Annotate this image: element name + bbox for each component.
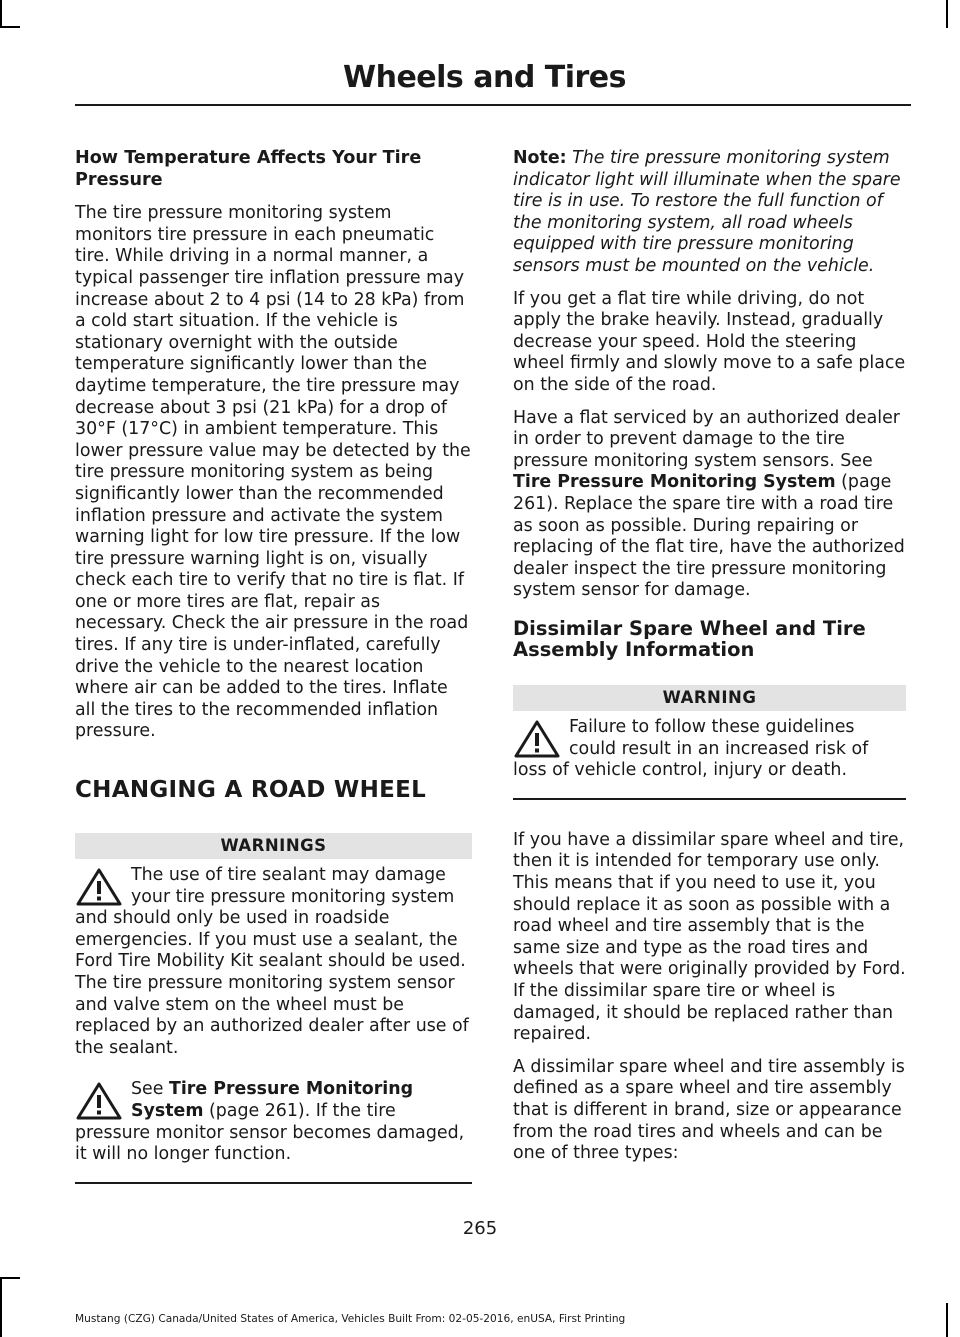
temperature-heading: How Temperature Affects Your Tire Pressure [75,148,422,190]
note-label: Note: [513,148,567,168]
left-column [75,148,472,1184]
footer-text: Mustang (CZG) Canada/United States of America, Vehicles Built From: 02-05-2016, enUSA, First Printing [75,1313,626,1325]
dissimilar-paragraph-1: If you have a dissimilar spare wheel and tire, then it is intended for temporary use only. This means that if you need to use it, you should replace it as soon as possible with a road wheel and tire assembly that is the same size and type as the road tires and wheels that were originally provided by Ford. If the dissimilar spare tire or wheel is damaged, it should be replaced rather than repaired. [513,829,906,1045]
crop-mark [0,26,20,28]
warning-text-sealant: The use of tire sealant may damage your tire pressure monitoring system and should only be used in roadside emergencies. If you must use a sealant, the Ford Tire Mobility Kit sealant should be used. The tire pressure monitoring system sensor and valve stem on the wheel must be replaced by an authorized dealer after use of the sealant. [75,865,469,1058]
dissimilar-spare-heading: Dissimilar Spare Wheel and Tire Assembly Information [513,616,866,662]
warning-item [513,717,906,784]
warning-text-guidelines: Failure to follow these guidelines could result in an increased risk of loss of vehicle control, injury or death. [513,717,869,781]
service-prefix: Have a flat serviced by an authorized dealer in order to prevent damage to the tire pressure monitoring system sensors. See [513,407,900,471]
tpms-reference-link[interactable]: Tire Pressure Monitoring System [513,472,836,493]
tpms-reference-link[interactable]: Tire Pressure Monitoring System [131,1079,414,1121]
service-suffix: (page 261). Replace the spare tire with a road tire as soon as possible. During repairing or replacing of the flat tire, have the authorized dealer inspect the tire pressure monitoring system sensor for damage. [513,472,905,601]
crop-mark [0,0,2,28]
flat-tire-paragraph: If you get a flat tire while driving, do not apply the brake heavily. Instead, gradually decrease your speed. Hold the steering wheel firmly and slowly move to a safe place on the side of the road. [513,288,906,395]
header-rule [75,104,911,106]
note-paragraph [513,148,906,278]
warning-item [75,1079,472,1167]
warning-end-rule [513,798,906,800]
warning-label: WARNING [513,685,906,711]
page-number: 265 [462,1218,498,1239]
warning-triangle-icon [75,1081,123,1121]
see-prefix: See [131,1079,169,1100]
warnings-box [75,833,472,1184]
warnings-label: WARNINGS [75,833,472,859]
right-column [513,148,906,1176]
crop-mark [0,1277,20,1279]
note-text: The tire pressure monitoring system indicator light will illuminate when the spare tire is in use. To restore the full function of the monitoring system, all road wheels equipped with tire pressure monitoring sensors must be mounted on the vehicle. [513,148,901,276]
service-paragraph [513,408,906,602]
page-title: Wheels and Tires [343,60,626,95]
crop-mark [946,1303,948,1337]
warnings-end-rule [75,1182,472,1184]
changing-road-wheel-heading: CHANGING A ROAD WHEEL [75,777,427,804]
warning-box [513,685,906,800]
reference-suffix: (page 261). If the tire pressure monitor sensor becomes damaged, it will no longer function. [75,1100,465,1165]
warning-text-sensor [75,1079,472,1165]
warning-item [75,865,472,1061]
dissimilar-paragraph-2: A dissimilar spare wheel and tire assembly is defined as a spare wheel and tire assembly that is different in brand, size or appearance from the road tires and wheels and can be one of three types: [513,1056,905,1164]
warning-triangle-icon [75,867,123,907]
crop-mark [946,0,948,28]
warning-triangle-icon [513,719,561,759]
temperature-paragraph: The tire pressure monitoring system monitors tire pressure in each pneumatic tire. While driving in a normal manner, a typical passenger tire inflation pressure may increase about 2 to 4 psi (14 to 28 kPa) from a cold start situation. If the vehicle is stationary overnight with the outside temperature significantly lower than the daytime temperature, the tire pressure may decrease about 3 psi (21 kPa) for a drop of 30°F (17°C) in ambient temperature. This lower pressure value may be detected by the tire pressure monitoring system as being significantly lower than the recommended inflation pressure and activate the system warning light for low tire pressure. If the low tire pressure warning light is on, visually check each tire to verify that no tire is flat. If one or more tires are flat, repair as necessary. Check the air pressure in the road tires. If any tire is under-inflated, carefully drive the vehicle to the nearest location where air can be added to the tires. Inflate all the tires to the recommended inflation pressure. [75,203,471,742]
crop-mark [0,1277,2,1337]
